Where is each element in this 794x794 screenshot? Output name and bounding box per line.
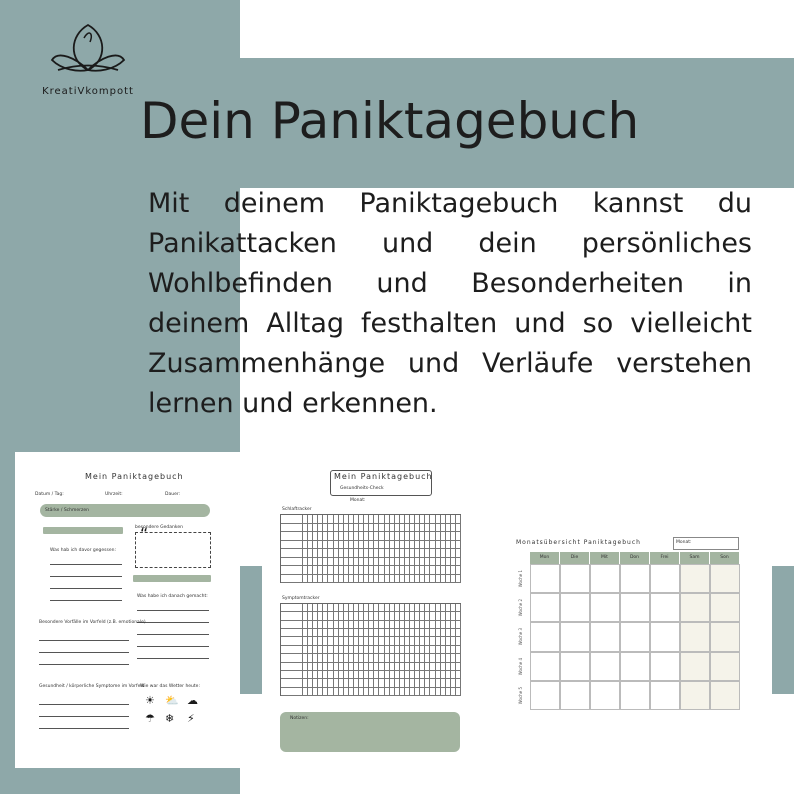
grid-cell [456, 646, 461, 654]
grid-cell [281, 629, 303, 637]
brand-name: KreatiVkompott [42, 86, 134, 97]
grid-cell [281, 566, 303, 575]
monthly-overview-sheet-preview [488, 524, 750, 726]
week-label: Woche 4 [518, 657, 523, 675]
grid-cell [281, 646, 303, 654]
grid-cell [281, 612, 303, 620]
page-title: Dein Paniktagebuch [140, 92, 640, 150]
sheet-title: Monatsübersicht Paniktagebuch [516, 539, 641, 546]
calendar-cell [710, 652, 740, 681]
section-band [43, 527, 123, 534]
grid-cell [281, 654, 303, 662]
weather-label: Wie war das Wetter heute: [140, 684, 200, 689]
week-label: Woche 5 [518, 686, 523, 704]
grid-cell [456, 566, 461, 575]
grid-cell [281, 549, 303, 558]
grid-cell [281, 663, 303, 671]
week-label: Woche 2 [518, 599, 523, 617]
sleep-tracker-label: Schlaftracker [282, 507, 312, 512]
thoughts-label: besondere Gedanken [135, 525, 183, 530]
calendar-cell [650, 593, 680, 622]
grid-cell [456, 688, 461, 696]
calendar-cell [530, 681, 560, 710]
quote-icon: “ [140, 524, 149, 543]
grid-cell [281, 637, 303, 645]
calendar-cell [680, 622, 710, 651]
diary-sheet-preview [15, 452, 240, 768]
calendar-cell [590, 593, 620, 622]
intro-text: Mit deinem Paniktagebuch kannst du Panikattacken und dein persönliches Wohlbefinden und Besonderheiten in deinem Alltag festhalten und so vielleicht Zusammenhänge und Verläufe verstehen lernen und erkennen. [148, 188, 752, 419]
sun-icon: ☀ [145, 694, 155, 707]
grid-cell [456, 558, 461, 567]
symptom-tracker-label: Symptomtracker [282, 596, 320, 601]
calendar-cell [680, 593, 710, 622]
symptoms-label: Gesundheit / körperliche Symptome im Vorfeld [39, 684, 145, 689]
calendar-cell [710, 564, 740, 593]
calendar-cell [710, 593, 740, 622]
grid-cell [281, 671, 303, 679]
grid-cell [456, 663, 461, 671]
after-label: Was habe ich danach gemacht: [137, 594, 208, 599]
brand-logo [38, 20, 138, 97]
calendar-cell [530, 622, 560, 651]
section-band [133, 575, 211, 582]
calendar-cell [680, 652, 710, 681]
month-label: Monat: [350, 498, 366, 503]
calendar-cell [590, 622, 620, 651]
grid-cell [281, 558, 303, 567]
cloud-icon: ☁ [187, 694, 198, 707]
calendar-cell [560, 681, 590, 710]
calendar-cell [560, 622, 590, 651]
grid-cell [456, 671, 461, 679]
stress-label: Stärke / Schmerzen [45, 508, 89, 513]
calendar-cell [620, 564, 650, 593]
grid-cell [456, 515, 461, 524]
calendar-cell [590, 681, 620, 710]
grid-cell [456, 524, 461, 533]
sleep-tracker-grid [280, 514, 461, 583]
calendar-cell [530, 564, 560, 593]
time-label: Uhrzeit: [105, 492, 123, 497]
grid-cell [456, 621, 461, 629]
week-label: Woche 3 [518, 628, 523, 646]
rain-icon: ☂ [145, 712, 155, 725]
calendar-cell [530, 652, 560, 681]
day-header: Mon [530, 552, 560, 564]
sun-cloud-icon: ⛅ [165, 694, 179, 707]
grid-cell [281, 524, 303, 533]
grid-cell [456, 654, 461, 662]
calendar-cell [620, 622, 650, 651]
calendar-cell [590, 652, 620, 681]
symptom-tracker-grid [280, 603, 461, 696]
day-header: Frei [650, 552, 680, 564]
day-header: Sam [680, 552, 710, 564]
calendar-cell [680, 681, 710, 710]
grid-cell [281, 532, 303, 541]
grid-cell [456, 604, 461, 612]
teal-accent-bar [240, 566, 262, 694]
month-label: Monat: [676, 540, 692, 545]
day-header: Die [560, 552, 590, 564]
grid-cell [281, 604, 303, 612]
before-label: Was hab ich davor gegessen: [50, 548, 116, 553]
week-label: Woche 1 [518, 570, 523, 588]
calendar-cell [560, 564, 590, 593]
day-header: Mit [590, 552, 620, 564]
day-header: Don [620, 552, 650, 564]
calendar-cell [560, 593, 590, 622]
grid-cell [456, 679, 461, 687]
calendar-cell [560, 652, 590, 681]
health-check-sheet-preview [270, 462, 470, 760]
grid-cell [456, 575, 461, 584]
teal-accent-bar [772, 566, 794, 694]
grid-cell [456, 541, 461, 550]
sheet-subtitle: Gesundheits-Check [340, 486, 384, 491]
snow-icon: ❄ [165, 712, 175, 725]
grid-cell [281, 679, 303, 687]
grid-cell [456, 637, 461, 645]
grid-cell [456, 549, 461, 558]
grid-cell [281, 541, 303, 550]
events-label: Besondere Vorfälle im Vorfeld (z.B. emotionale) [39, 620, 146, 625]
grid-cell [456, 629, 461, 637]
calendar-cell [590, 564, 620, 593]
day-header: Son [710, 552, 740, 564]
notes-label: Notizen: [290, 716, 309, 721]
calendar-cell [620, 681, 650, 710]
grid-cell [456, 612, 461, 620]
calendar-cell [650, 564, 680, 593]
grid-cell [281, 688, 303, 696]
sheet-title: Mein Paniktagebuch [334, 472, 433, 481]
sheet-title: Mein Paniktagebuch [85, 472, 184, 481]
calendar-cell [620, 593, 650, 622]
calendar-cell [620, 652, 650, 681]
date-label: Datum / Tag: [35, 492, 64, 497]
grid-cell [456, 532, 461, 541]
calendar-cell [710, 622, 740, 651]
grid-cell [281, 515, 303, 524]
lotus-logo-icon [48, 20, 128, 80]
duration-label: Dauer: [165, 492, 181, 497]
calendar-cell [710, 681, 740, 710]
grid-cell [281, 575, 303, 584]
calendar-cell [650, 681, 680, 710]
calendar-cell [650, 652, 680, 681]
calendar-cell [650, 622, 680, 651]
grid-cell [281, 621, 303, 629]
storm-icon: ⚡ [187, 712, 195, 725]
calendar-cell [530, 593, 560, 622]
month-table [518, 552, 740, 710]
calendar-cell [680, 564, 710, 593]
